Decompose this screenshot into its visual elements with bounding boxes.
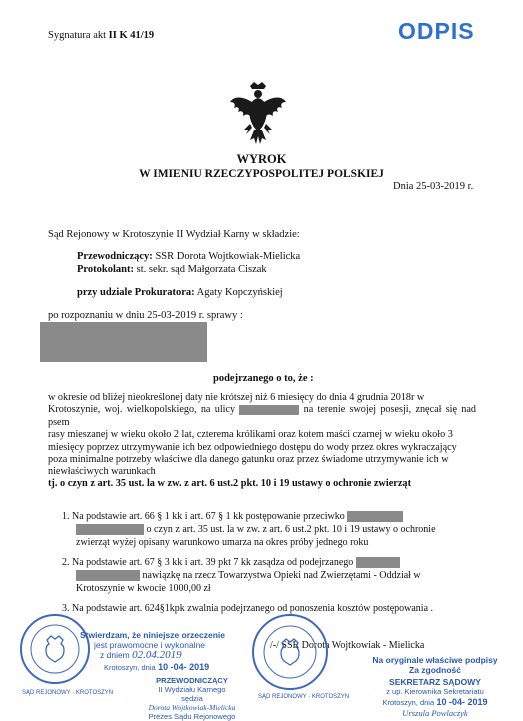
seal-left-ring-text: SĄD REJONOWY · KROTOSZYN xyxy=(22,690,114,696)
judge-signature-line: /-/ SSR Dorota Wojtkowiak - Mielicka xyxy=(270,640,425,651)
chair-stamp-line: Prezes Sądu Rejonowego xyxy=(148,712,236,721)
charge-line: niewłaściwych warunkach xyxy=(48,466,156,478)
item-text: nawiązkę na rzecz Towarzystwa Opieki nad Zwierzętami - Oddział w xyxy=(142,570,421,581)
item-text: zwierząt wyżej opisany warunkowo umarza na okres próby jednego roku xyxy=(76,537,369,548)
item-text: Na podstawie art. 624§1kpk zwalnia podejrzanego od ponoszenia kosztów postępowania . xyxy=(72,603,434,614)
ruling-item-2 xyxy=(62,556,474,595)
item-text: Na podstawie art. 66 § 1 kk i art. 67 § 1 kk postępowanie przeciwko xyxy=(72,511,345,522)
copy-stamp-line: z up. Kierownika Sekretariatu xyxy=(386,687,484,696)
item-number: 3. xyxy=(62,603,70,614)
finality-line: Stwierdzam, że niniejsze orzeczenie xyxy=(80,630,226,640)
redacted-street xyxy=(239,405,299,415)
ruling-item-1 xyxy=(62,510,474,549)
chair-label: Przewodniczący: xyxy=(77,251,153,262)
item-text: o czyn z art. 35 ust. la w zw. z art. 6 ust.2 pkt. 10 i 19 ustawy o ochronie xyxy=(146,524,436,535)
chair-stamp xyxy=(146,676,238,721)
charge-line: rasy mieszanej w wieku około 2 lat, czterema królikami oraz kotem maści czarnej w wieku około 3 xyxy=(48,429,453,441)
redacted-name xyxy=(76,524,144,535)
clerk-label: Protokolant: xyxy=(77,264,134,275)
finality-place: Krotoszyn, dnia xyxy=(104,663,156,672)
redacted-name xyxy=(347,511,403,522)
clerk-row xyxy=(77,264,267,275)
copy-stamp-line: SEKRETARZ SĄDOWY xyxy=(389,677,481,687)
item-1-line xyxy=(62,523,474,536)
case-signature xyxy=(48,30,154,41)
copy-stamp-line: Na oryginale właściwe podpisy xyxy=(372,655,498,665)
verdict-subtitle: W IMIENIU RZECZYPOSPOLITEJ POLSKIEJ xyxy=(139,168,384,180)
charge-line: miesięcy poprzez utrzymywanie ich bez odpowiedniego dostępu do wody przez okres wykraczający xyxy=(48,441,457,453)
item-number: 2. xyxy=(62,557,70,568)
chair-stamp-line: Dorota Wojtkowiak-Mielicka xyxy=(148,703,236,712)
prosecutor-value: Agaty Kopczyńskiej xyxy=(196,287,283,298)
court-intro: Sąd Rejonowy w Krotoszynie II Wydział Karny w składzie: xyxy=(48,229,300,240)
chair-value: SSR Dorota Wojtkowiak-Mielicka xyxy=(155,251,301,262)
item-2-line xyxy=(62,556,474,569)
signature-number: II K 41/19 xyxy=(108,30,155,41)
item-2-line xyxy=(62,569,474,582)
hearing-line: po rozpoznaniu w dniu 25-03-2019 r. sprawy : xyxy=(48,310,243,321)
copy-stamp-line: Za zgodność xyxy=(409,665,461,675)
legal-basis: tj. o czyn z art. 35 ust. la w zw. z art. 6 ust.2 pkt. 10 i 19 ustawy o ochronie zwierząt xyxy=(48,478,412,489)
chair-row xyxy=(77,251,300,262)
charge-line: w okresie od bliżej nieokreślonej daty nie krótszej niż 6 miesięcy do dnia 4 grudnia 2018r w xyxy=(48,392,425,403)
copy-clerk-name: Urszula Powlaczyk xyxy=(402,708,468,718)
copy-date: 10 -04- 2019 xyxy=(436,697,488,707)
item-text: Na podstawie art. 67 § 3 kk i art. 39 pkt 7 kk zasądza od podejrzanego xyxy=(72,557,354,568)
redacted-name xyxy=(356,557,400,568)
polish-eagle-emblem xyxy=(228,80,288,146)
seal-right-ring-text: SĄD REJONOWY · KROTOSZYN xyxy=(258,694,350,700)
chair-stamp-line: II Wydziału Karnego xyxy=(158,685,226,694)
chair-stamp-line: PRZEWODNICZĄCY xyxy=(156,676,228,685)
suspect-heading: podejrzanego o to, że : xyxy=(213,373,314,384)
item-text: Krotoszynie w kwocie 1000,00 zł xyxy=(76,583,211,594)
finality-stamp xyxy=(80,630,250,673)
redacted-defendant xyxy=(40,322,207,362)
finality-date: 10 -04- 2019 xyxy=(158,662,210,672)
charge-line xyxy=(48,404,476,429)
item-number: 1. xyxy=(62,511,70,522)
clerk-value: st. sekr. sąd Małgorzata Ciszak xyxy=(136,264,267,275)
chair-stamp-line: sędzia xyxy=(181,694,203,703)
copy-conformity-stamp xyxy=(350,655,520,718)
prosecutor-row xyxy=(77,287,283,298)
charge-text xyxy=(48,392,476,479)
odpis-stamp: ODPIS xyxy=(398,18,475,44)
finality-date-handwritten: 02.04.2019 xyxy=(132,649,182,661)
finality-line: z dniem xyxy=(100,650,130,660)
verdict-date: Dnia 25-03-2019 r. xyxy=(393,181,474,192)
redacted-name xyxy=(76,570,140,581)
finality-line: jest prawomocne i wykonalne xyxy=(94,640,206,650)
signature-label: Sygnatura akt xyxy=(48,30,107,41)
court-seal-right xyxy=(250,612,330,692)
prosecutor-label: przy udziale Prokuratora: xyxy=(77,287,195,298)
verdict-title: WYROK xyxy=(236,152,287,166)
charge-line-part: na terenie swojej posesji, znęcał się nad psem xyxy=(48,404,477,428)
charge-line: poza minimalne potrzeby właściwe dla danego gatunku oraz przez świadome utrzymywanie ich w xyxy=(48,454,449,466)
item-1-line xyxy=(62,510,474,523)
charge-line-part: Krotoszynie, woj. wielkopolskiego, na ulicy xyxy=(48,404,236,416)
copy-place: Krotoszyn, dnia xyxy=(382,698,435,707)
